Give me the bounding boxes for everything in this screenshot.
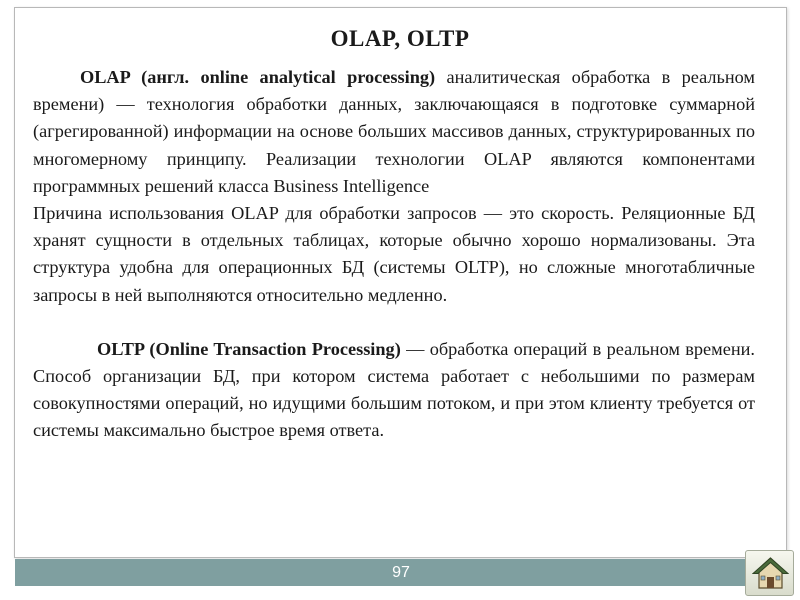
- slide-content: [33, 64, 755, 445]
- home-icon: [752, 556, 789, 590]
- olap-definition: аналитическая обработка в реальном времени) — технология обработки данных, заключающаяся в подготовке суммарной (агрегированной) информации на основе больших массивов данных, структурированных по многомерному принципу. Реализации технологии OLAP являются компонентами программных решений класса Business Intelligence: [33, 67, 755, 196]
- olap-term: OLAP (англ. online analytical processing): [80, 67, 436, 87]
- olap-reason-paragraph: Причина использования OLAP для обработки запросов — это скорость. Реляционные БД хранят сущности в отдельных таблицах, которые обычно хорошо нормализованы. Эта структура удобна для операционных БД (системы OLTP), но сложные многотабличные запросы в ней выполняются относительно медленно.: [33, 203, 755, 305]
- paragraph-spacer: [33, 309, 755, 336]
- footer-bar: [15, 559, 787, 586]
- oltp-paragraph: [33, 336, 755, 445]
- home-button[interactable]: [745, 550, 794, 596]
- olap-paragraph: [33, 64, 755, 200]
- oltp-definition: — обработка операций в реальном времени. Способ организации БД, при котором система работает с небольшими по размерам совокупностями операций, но идущими большим потоком, и при этом клиенту требуется от системы максимально быстрое время ответа.: [33, 338, 755, 441]
- slide-title: OLAP, OLTP: [330, 26, 470, 51]
- oltp-term: OLTP (Online Transaction Processing): [97, 338, 401, 359]
- page-number: 97: [392, 564, 410, 581]
